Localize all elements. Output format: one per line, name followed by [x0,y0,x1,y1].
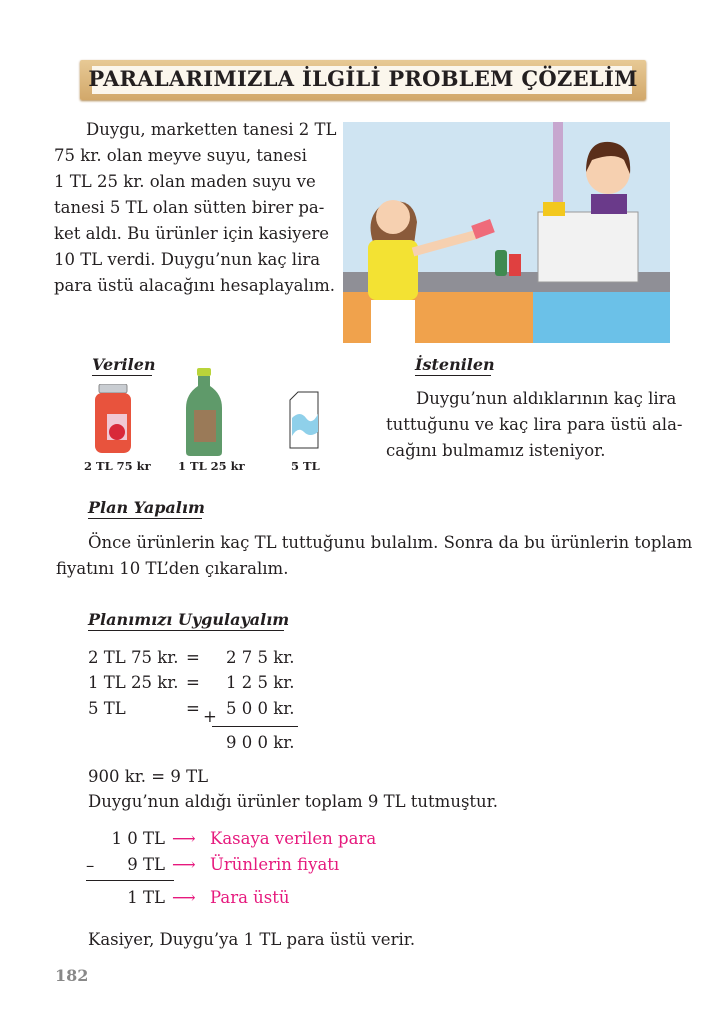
calc-sum: 9 0 0 kr. [226,733,295,752]
arrow-icon: ⟶ [172,829,196,848]
plan-heading: Plan Yapalım [88,498,205,517]
minus-sign: – [86,856,95,875]
intro-line: 75 kr. olan meyve suyu, tanesi [54,146,307,165]
plan-line: fiyatını 10 TL’den çıkaralım. [56,559,289,578]
intro-line: 10 TL verdi. Duygu’nun kaç lira [54,250,321,269]
plan-paragraph [56,530,692,582]
calc-left: 5 TL [88,699,126,718]
sum-line [212,726,298,727]
intro-line: para üstü alacağını hesaplayalım. [54,276,335,295]
arrow-icon: ⟶ [172,888,196,907]
milk-carton-icon [287,390,321,452]
sub-value: 9 TL [127,855,165,874]
plan-line: Önce ürünlerin kaç TL tuttuğunu bulalım. Sonra da bu ürünlerin toplam [88,533,693,552]
apply-heading: Planımızı Uygulayalım [88,610,290,629]
price-label: 1 TL 25 kr [178,459,245,473]
calc-equals: = [186,673,200,692]
juice-jar-icon [93,384,133,454]
price-label: 5 TL [291,459,320,473]
arrow-icon: ⟶ [172,855,196,874]
wanted-line: cağını bulmamız isteniyor. [386,441,606,460]
wanted-paragraph [386,386,683,464]
calc-equals: = [186,699,200,718]
conversion: 900 kr. = 9 TL [88,767,209,786]
intro-line: 1 TL 25 kr. olan maden suyu ve [54,172,316,191]
intro-line: ket aldı. Bu ürünler için kasiyere [54,224,330,243]
cashier-scene-illustration [343,122,670,343]
intro-line: Duygu, marketten tanesi 2 TL [86,120,337,139]
calc-equals: = [186,648,200,667]
sub-label: Kasaya verilen para [210,829,377,848]
given-heading: Verilen [92,355,156,374]
intro-paragraph [54,117,339,299]
sub-label: Para üstü [210,888,290,907]
wanted-line: tuttuğunu ve kaç lira para üstü ala- [386,415,683,434]
sub-label: Ürünlerin fiyatı [210,855,340,874]
calc-left: 2 TL 75 kr. [88,648,179,667]
conclusion: Kasiyer, Duygu’ya 1 TL para üstü verir. [88,930,416,949]
wanted-heading: İstenilen [415,355,495,374]
page-number: 182 [55,966,89,985]
calc-right: 1 2 5 kr. [226,673,295,692]
wanted-line: Duygu’nun aldıklarının kaç lira [416,389,677,408]
price-label: 2 TL 75 kr [84,459,151,473]
calc-left: 1 TL 25 kr. [88,673,179,692]
total-sentence: Duygu’nun aldığı ürünler toplam 9 TL tutmuştur. [88,792,499,811]
sub-value: 1 TL [127,888,165,907]
sub-value: 1 0 TL [111,829,165,848]
intro-line: tanesi 5 TL olan sütten birer pa- [54,198,325,217]
page-title: PARALARIMIZLA İLGİLİ PROBLEM ÇÖZELİM [88,66,638,91]
subtraction-line [86,880,174,881]
calc-right: 5 0 0 kr. [226,699,295,718]
mineral-water-bottle-icon [184,368,224,456]
plus-sign: + [203,707,217,726]
title-banner [80,60,646,100]
calc-right: 2 7 5 kr. [226,648,295,667]
